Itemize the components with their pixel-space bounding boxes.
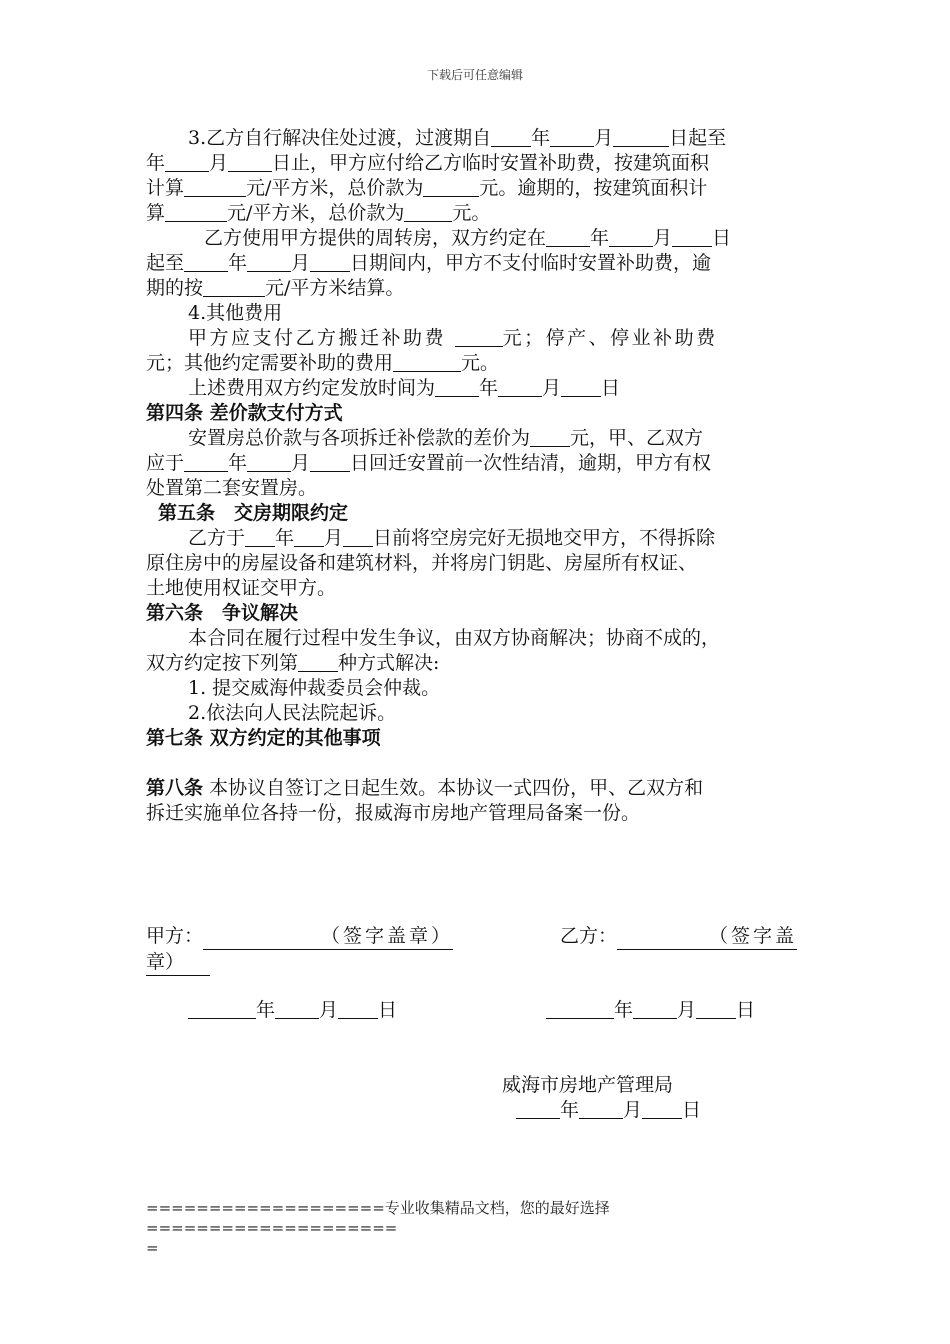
article4-title: 第四条 差价款支付方式 — [146, 402, 343, 424]
party-b-seal-wrap: 章） — [146, 950, 210, 976]
article5-line3: 土地使用权证交甲方。 — [146, 577, 337, 599]
party-b-signature: 乙方： （签字盖 — [560, 924, 797, 950]
article8-line1: 第八条 本协议自签订之日起生效。本协议一式四份，甲、乙双方和 — [146, 777, 704, 799]
party-a-signature: 甲方： （签字盖章） — [146, 924, 453, 950]
article4-line1: 安置房总价款与各项拆迁补偿款的差价为 元，甲、乙双方 — [188, 427, 704, 449]
party-b-date: 年 月 日 — [546, 998, 755, 1023]
article4-line3: 处置第二套安置房。 — [146, 477, 318, 499]
page-footer — [146, 1198, 810, 1258]
authority-date: 年 月 日 — [516, 1098, 701, 1123]
article6-line1: 本合同在履行过程中发生争议，由双方协商解决；协商不成的， — [188, 627, 721, 649]
section3-line7: 期的按 元/平方米结算。 — [146, 277, 405, 299]
article5-line2: 原住房中的房屋设备和建筑材料，并将房门钥匙、房屋所有权证、 — [146, 552, 698, 574]
section3-line1: 3.乙方自行解决住处过渡，过渡期自 年 月 日起至 — [188, 127, 727, 149]
article6-option2: 2.依法向人民法院起诉。 — [188, 702, 397, 724]
article6-line2: 双方约定按下列第 种方式解决: — [146, 652, 440, 674]
section4-title: 4.其他费用 — [188, 302, 283, 324]
section4-line2: 元；其他约定需要补助的费用 元。 — [146, 352, 500, 374]
section3-line5: 乙方使用甲方提供的周转房，双方约定在 年 月 日 — [204, 227, 732, 249]
article5-title: 第五条 交房期限约定 — [158, 502, 349, 524]
footer-line2: = — [146, 1239, 159, 1257]
document-body — [146, 126, 810, 826]
article8-line2: 拆迁实施单位各持一份，报威海市房地产管理局备案一份。 — [146, 802, 641, 824]
footer-line1: ===================专业收集精品文档，您的最好选择==================== — [146, 1199, 610, 1237]
section3-line3: 计算 元/平方米，总价款为 元。逾期的，按建筑面积计 — [146, 177, 708, 199]
article5-line1: 乙方于 年 月 日前将空房完好无损地交甲方，不得拆除 — [188, 527, 716, 549]
article4-line2: 应于 年 月 日回迁安置前一次性结清，逾期，甲方有权 — [146, 452, 712, 474]
authority-name: 威海市房地产管理局 — [502, 1074, 674, 1096]
section4-line1: 甲方应支付乙方搬迁补助费 元；停产、停业补助费 — [188, 327, 718, 349]
section3-line2: 年 月 日止，甲方应付给乙方临时安置补助费，按建筑面积 — [146, 152, 710, 174]
article7-title: 第七条 双方约定的其他事项 — [146, 727, 381, 749]
party-a-date: 年 月 日 — [188, 998, 397, 1023]
section3-line4: 算 元/平方米，总价款为 元。 — [146, 202, 491, 224]
article6-title: 第六条 争议解决 — [146, 602, 299, 624]
article6-option1: 1. 提交威海仲裁委员会仲裁。 — [188, 677, 441, 699]
section3-line6: 起至 年 月 日期间内，甲方不支付临时安置补助费，逾 — [146, 252, 712, 274]
blank-line — [146, 751, 810, 776]
section4-line3: 上述费用双方约定发放时间为 年 月 日 — [188, 377, 621, 399]
page-header: 下载后可任意编辑 — [426, 68, 523, 82]
